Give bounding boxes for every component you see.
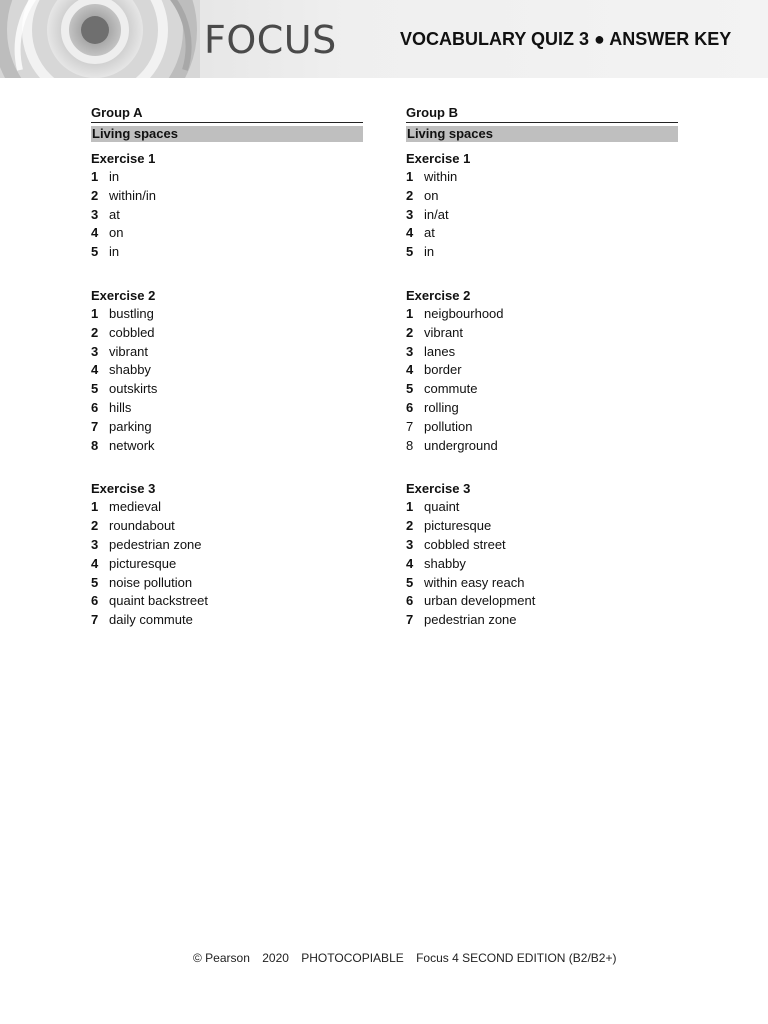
exercise-title: Exercise 3: [91, 481, 156, 497]
group-a-column: [91, 104, 363, 630]
exercise-block: [406, 150, 678, 262]
item-answer: picturesque: [109, 555, 177, 571]
answer-item: [91, 168, 363, 187]
item-number: 6: [91, 593, 99, 609]
item-number: 4: [91, 225, 99, 241]
answer-item: [91, 574, 363, 593]
answer-item: [406, 536, 678, 555]
answer-item: [91, 611, 363, 630]
item-number: 3: [91, 343, 99, 359]
answer-item: [91, 498, 363, 517]
group-b-column: [406, 104, 678, 630]
item-number: 5: [406, 244, 414, 260]
answer-item: [406, 592, 678, 611]
item-number: 3: [406, 206, 414, 222]
item-answer: quaint: [424, 499, 460, 515]
item-number: 1: [91, 499, 99, 515]
item-answer: hills: [109, 399, 132, 415]
exercise-block: [91, 150, 363, 262]
item-number: 2: [91, 187, 99, 203]
answer-item: [91, 243, 363, 262]
answer-item: [91, 437, 363, 456]
item-answer: network: [109, 437, 155, 453]
answer-item: [406, 517, 678, 536]
item-answer: at: [109, 206, 120, 222]
item-answer: border: [424, 362, 462, 378]
item-answer: vibrant: [424, 324, 464, 340]
answer-item: [91, 305, 363, 324]
answer-item: [91, 224, 363, 243]
answer-item: [91, 343, 363, 362]
item-number: 7: [406, 612, 414, 628]
answer-item: [406, 324, 678, 343]
answer-item: [406, 437, 678, 456]
footer-year: 2020: [262, 951, 289, 965]
item-answer: pollution: [424, 418, 473, 434]
item-answer: outskirts: [109, 381, 158, 397]
item-number: 8: [91, 437, 99, 453]
exercise-title: Exercise 1: [406, 151, 471, 166]
answer-item: [91, 380, 363, 399]
item-number: 2: [406, 187, 414, 203]
exercise-block: [406, 287, 678, 455]
item-answer: in: [109, 169, 120, 184]
item-number: 4: [406, 225, 414, 241]
answer-item: [91, 517, 363, 536]
group-heading: Group B: [406, 104, 678, 123]
item-number: 5: [91, 574, 99, 590]
answer-item: [406, 361, 678, 380]
answer-item: [406, 611, 678, 630]
item-number: 6: [406, 399, 414, 415]
item-number: 6: [91, 399, 99, 415]
item-number: 2: [406, 518, 414, 534]
answer-item: [406, 498, 678, 517]
item-number: 4: [91, 555, 99, 571]
section-bar: Living spaces: [406, 126, 678, 142]
answer-item: [91, 555, 363, 574]
answer-item: [406, 168, 678, 187]
answer-item: [406, 206, 678, 225]
item-number: 2: [91, 324, 99, 340]
item-answer: pedestrian zone: [424, 612, 517, 628]
item-answer: commute: [424, 381, 478, 397]
item-answer: in: [109, 244, 120, 260]
exercise-title: Exercise 1: [91, 151, 156, 166]
answer-item: [406, 187, 678, 206]
item-answer: quaint backstreet: [109, 593, 209, 609]
exercise-block: [91, 480, 363, 630]
item-number: 1: [406, 305, 414, 321]
footer-edition: Focus 4 SECOND EDITION (B2/B2+): [416, 951, 617, 965]
answer-item: [406, 399, 678, 418]
item-number: 3: [406, 343, 414, 359]
item-answer: within: [424, 169, 458, 184]
item-answer: parking: [109, 418, 152, 434]
exercise-title: Exercise 2: [406, 287, 471, 303]
answer-item: [406, 224, 678, 243]
item-answer: at: [424, 225, 435, 241]
item-answer: medieval: [109, 499, 162, 515]
answer-item: [91, 324, 363, 343]
item-answer: vibrant: [109, 343, 149, 359]
header-banner: [0, 0, 768, 78]
item-answer: bustling: [109, 305, 154, 321]
answer-item: [406, 574, 678, 593]
answer-item: [91, 418, 363, 437]
answer-item: [91, 592, 363, 611]
item-number: 8: [406, 437, 414, 453]
item-number: 7: [406, 418, 414, 434]
page-title: VOCABULARY QUIZ 3 ● ANSWER KEY: [400, 29, 732, 49]
item-answer: pedestrian zone: [109, 536, 202, 552]
item-number: 1: [91, 305, 99, 321]
item-number: 6: [406, 593, 414, 609]
item-number: 4: [406, 362, 414, 378]
item-number: 7: [91, 418, 99, 434]
footer-copyright: © Pearson: [193, 951, 250, 965]
item-answer: within/in: [109, 187, 156, 203]
item-answer: in/at: [424, 206, 449, 222]
item-answer: cobbled street: [424, 536, 506, 552]
item-number: 2: [406, 324, 414, 340]
item-answer: on: [424, 187, 439, 203]
answer-item: [406, 418, 678, 437]
item-number: 5: [406, 381, 414, 397]
item-number: 4: [406, 555, 414, 571]
answer-item: [91, 361, 363, 380]
section-bar: Living spaces: [91, 126, 363, 142]
answer-item: [406, 243, 678, 262]
item-answer: picturesque: [424, 518, 492, 534]
item-number: 1: [406, 169, 414, 184]
group-heading: Group A: [91, 104, 363, 123]
answer-item: [406, 380, 678, 399]
item-answer: cobbled: [109, 324, 155, 340]
answer-item: [91, 536, 363, 555]
item-number: 5: [406, 574, 414, 590]
item-number: 3: [406, 536, 414, 552]
exercise-title: Exercise 3: [406, 481, 471, 497]
item-answer: noise pollution: [109, 574, 193, 590]
item-answer: rolling: [424, 399, 459, 415]
item-answer: urban development: [424, 593, 536, 609]
item-number: 1: [91, 169, 99, 184]
page-footer: [193, 950, 625, 966]
footer-photocopiable: PHOTOCOPIABLE: [301, 951, 404, 965]
item-number: 4: [91, 362, 99, 378]
item-number: 2: [91, 518, 99, 534]
answer-item: [91, 206, 363, 225]
exercise-block: [406, 480, 678, 630]
decorative-rings-graphic: [0, 0, 200, 78]
focus-logo: FOCUS: [204, 18, 337, 62]
answer-item: [91, 399, 363, 418]
item-answer: on: [109, 225, 124, 241]
answer-item: [406, 555, 678, 574]
item-answer: neigbourhood: [424, 305, 504, 321]
item-answer: within easy reach: [424, 574, 525, 590]
item-number: 5: [91, 244, 99, 260]
item-answer: underground: [424, 437, 498, 453]
item-number: 3: [91, 206, 99, 222]
answer-item: [406, 343, 678, 362]
answer-item: [91, 187, 363, 206]
item-answer: shabby: [424, 555, 466, 571]
item-number: 7: [91, 612, 99, 628]
item-number: 5: [91, 381, 99, 397]
item-answer: shabby: [109, 362, 151, 378]
item-answer: in: [424, 244, 435, 260]
item-number: 3: [91, 536, 99, 552]
item-answer: roundabout: [109, 518, 175, 534]
item-answer: daily commute: [109, 612, 193, 628]
item-answer: lanes: [424, 343, 456, 359]
exercise-block: [91, 287, 363, 455]
item-number: 1: [406, 499, 414, 515]
answer-item: [406, 305, 678, 324]
exercise-title: Exercise 2: [91, 287, 156, 303]
